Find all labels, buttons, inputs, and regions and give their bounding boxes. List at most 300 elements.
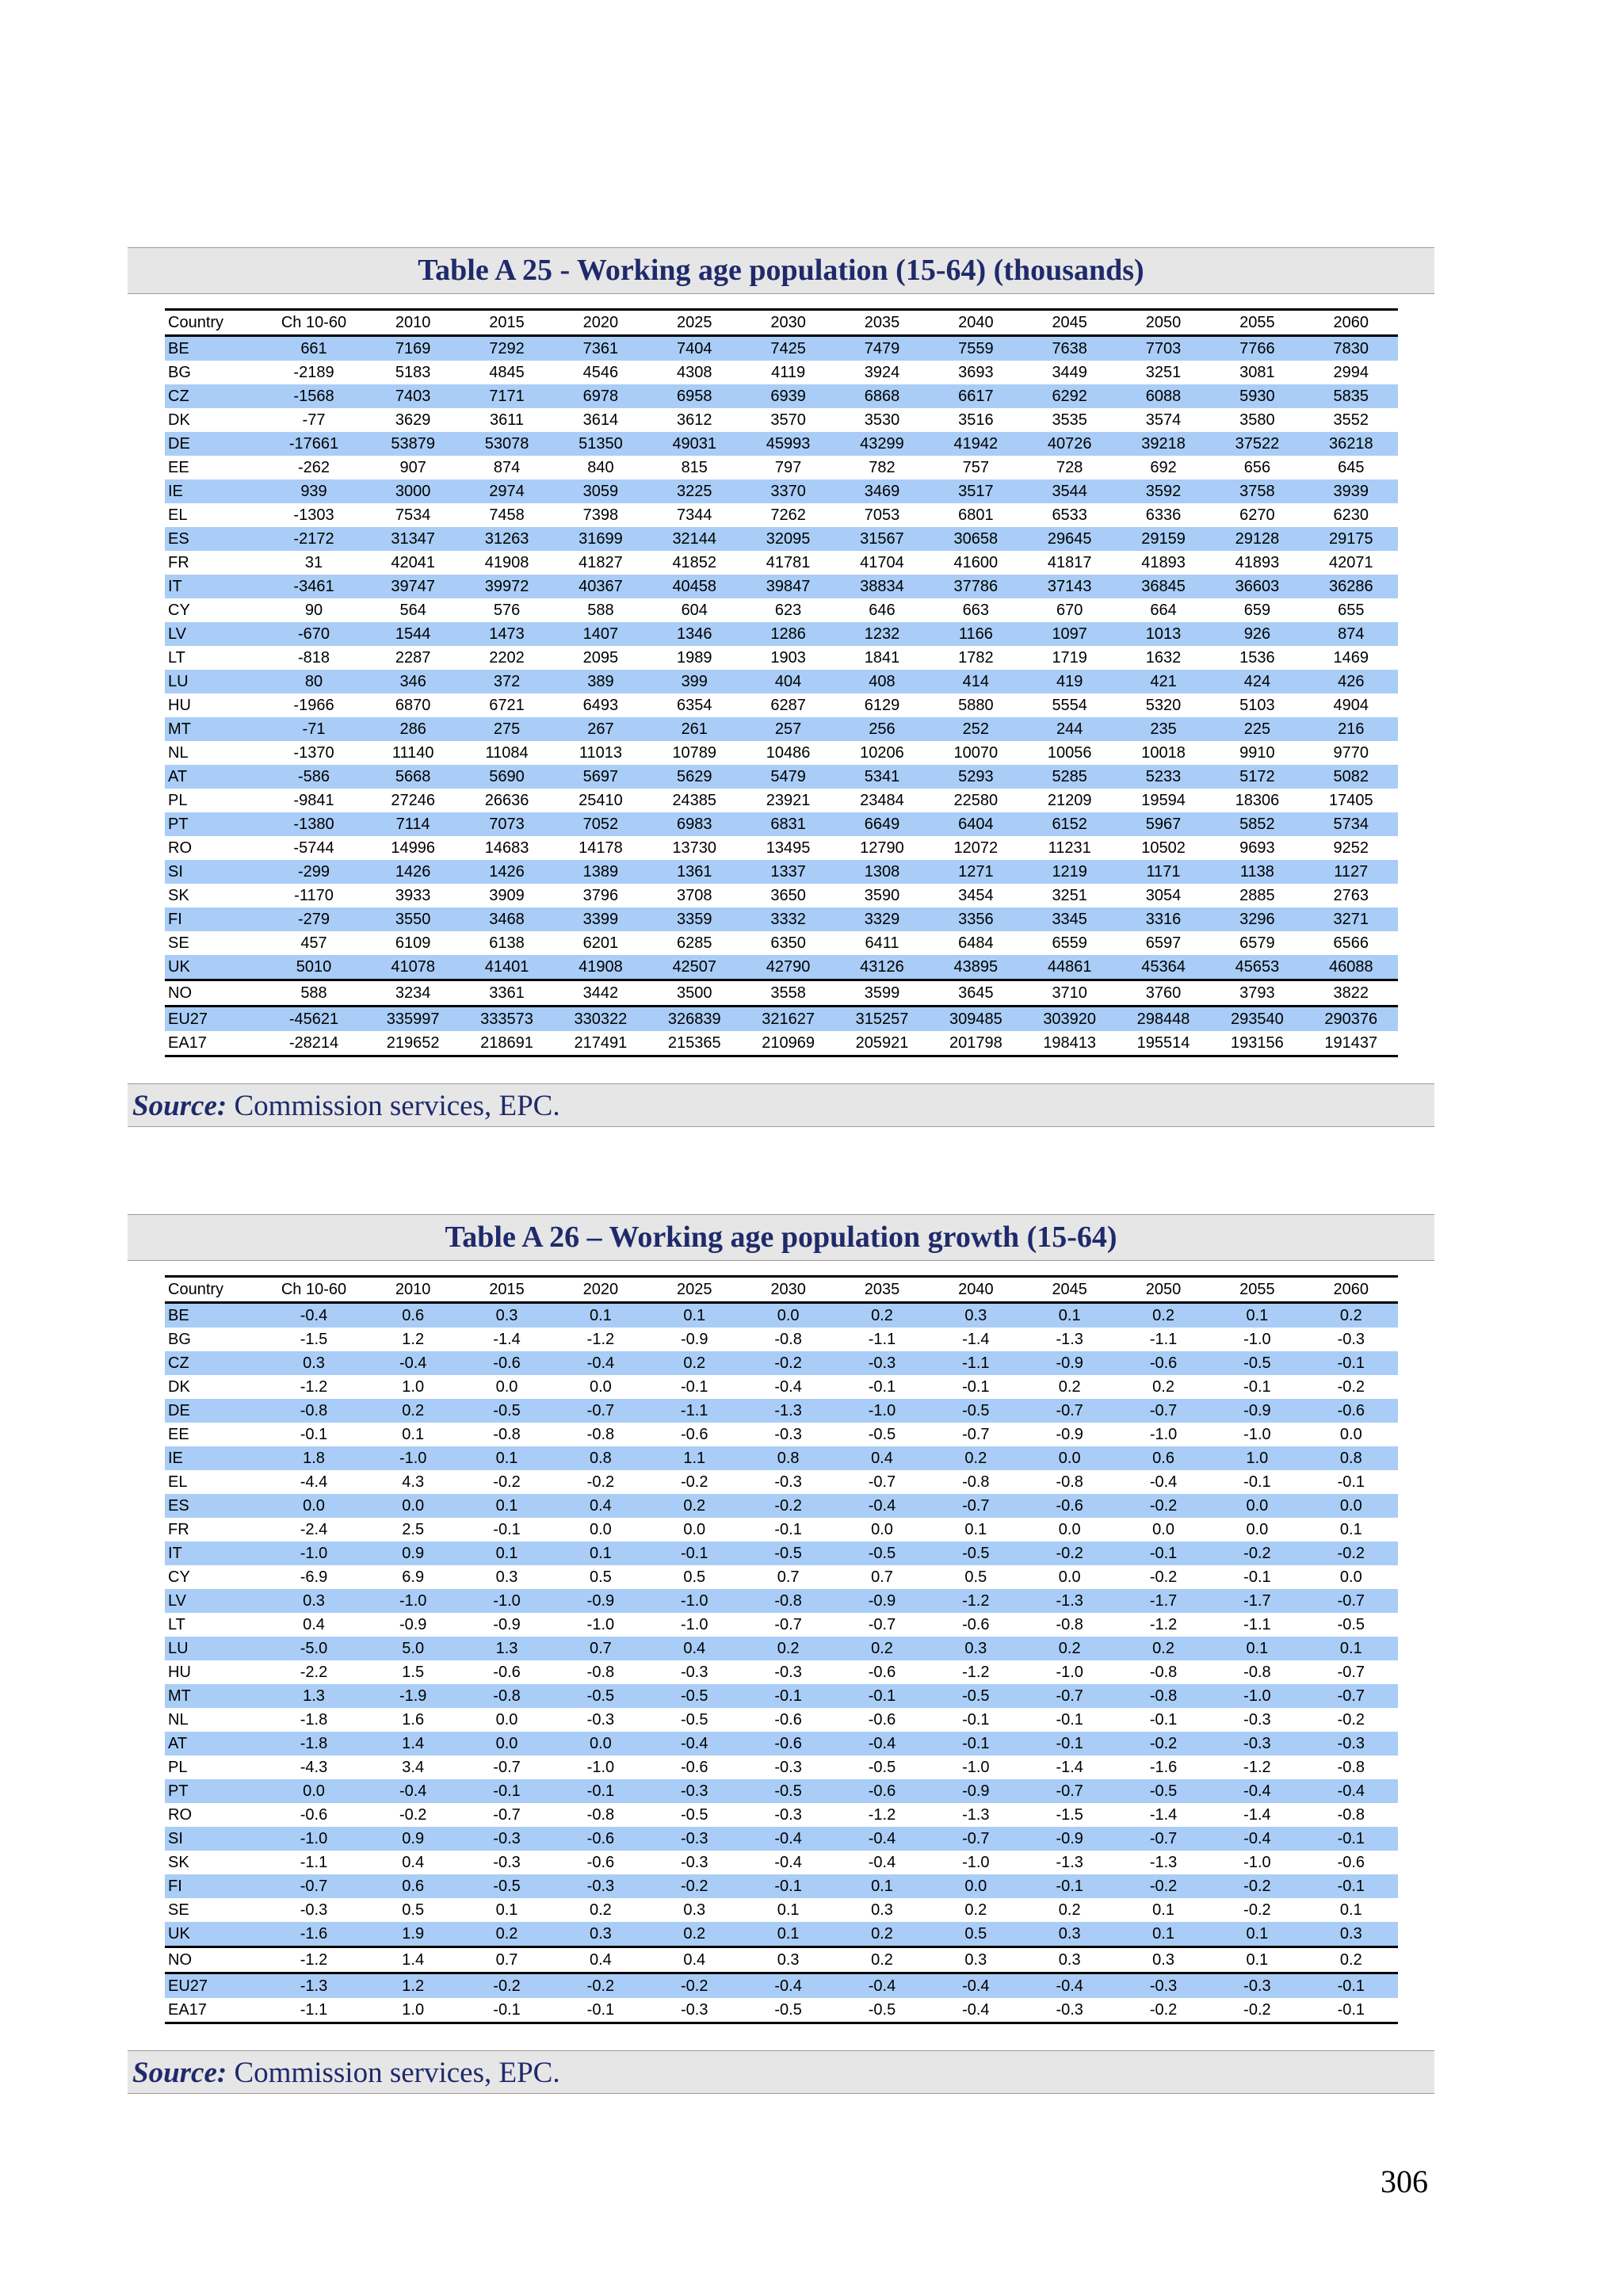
value-cell: 0.1: [402, 1425, 425, 1443]
value-cell: -0.3: [1210, 1973, 1304, 1999]
value-cell: 40458: [647, 575, 741, 598]
value-cell: -0.4: [835, 1973, 929, 1999]
value-cell: 604: [681, 601, 708, 619]
value-cell: 6868: [835, 384, 929, 408]
value-cell: 217491: [554, 1031, 647, 1056]
column-header: 2055: [1210, 310, 1304, 336]
value-cell: 0.2: [835, 1303, 929, 1328]
value-cell: -0.6: [554, 1827, 647, 1851]
value-cell: -1.6: [1149, 1758, 1178, 1776]
value-cell: 6484: [958, 934, 994, 952]
value-cell: 198413: [1023, 1031, 1117, 1056]
value-cell: 3614: [582, 411, 619, 429]
value-cell: -0.2: [399, 1805, 427, 1824]
table-row: [165, 884, 1398, 907]
table-row: [165, 1565, 1398, 1589]
value-cell: 1.6: [402, 1710, 425, 1729]
value-cell: 1097: [1023, 622, 1117, 646]
value-cell: -1.2: [262, 1947, 366, 1973]
value-cell: 3645: [929, 980, 1022, 1007]
column-header: 2050: [1117, 1277, 1210, 1303]
value-cell: 0.1: [1210, 1303, 1304, 1328]
value-cell: 0.2: [835, 1947, 929, 1973]
value-cell: 0.0: [683, 1520, 706, 1538]
value-cell: -0.3: [647, 1827, 741, 1851]
value-cell: -0.8: [1056, 1473, 1083, 1491]
value-cell: -0.1: [1243, 1377, 1271, 1396]
value-cell: -0.5: [681, 1805, 708, 1824]
column-header: 2020: [554, 310, 647, 336]
value-cell: 404: [741, 670, 834, 693]
table-row: [165, 860, 1398, 884]
value-cell: -1.0: [366, 1446, 460, 1470]
value-cell: 46088: [1304, 955, 1398, 980]
value-cell: 0.1: [835, 1874, 929, 1898]
table-header-row: [165, 1277, 1398, 1303]
column-header: 2025: [647, 310, 741, 336]
value-cell: 0.0: [1339, 1568, 1362, 1586]
value-cell: 3793: [1210, 980, 1304, 1007]
value-cell: 43895: [929, 955, 1022, 980]
value-cell: 31699: [554, 527, 647, 551]
value-cell: 6533: [1052, 506, 1087, 524]
value-cell: -0.2: [460, 1973, 553, 1999]
value-cell: 5690: [460, 765, 553, 789]
value-cell: -4.4: [300, 1473, 328, 1491]
value-cell: 37522: [1210, 432, 1304, 456]
value-cell: -0.2: [647, 1973, 741, 1999]
value-cell: 7053: [864, 506, 900, 524]
value-cell: 43299: [835, 432, 929, 456]
column-header: 2015: [460, 310, 553, 336]
value-cell: -0.8: [262, 1399, 366, 1423]
column-header: 2045: [1023, 1277, 1117, 1303]
value-cell: -0.3: [1304, 1732, 1398, 1755]
value-cell: -17661: [262, 432, 366, 456]
value-cell: 0.7: [871, 1568, 893, 1586]
value-cell: 1.4: [366, 1947, 460, 1973]
table-row: [165, 575, 1398, 598]
value-cell: 293540: [1210, 1007, 1304, 1032]
value-cell: 0.8: [554, 1446, 647, 1470]
value-cell: 0.2: [835, 1922, 929, 1947]
value-cell: -0.5: [1117, 1779, 1210, 1803]
value-cell: 0.1: [741, 1922, 834, 1947]
value-cell: 0.0: [589, 1520, 612, 1538]
value-cell: 0.3: [262, 1351, 366, 1375]
value-cell: -5744: [293, 839, 334, 857]
value-cell: -0.5: [741, 1779, 834, 1803]
value-cell: -45621: [262, 1007, 366, 1032]
value-cell: -0.7: [1304, 1589, 1398, 1613]
source-label: Source:: [132, 1090, 227, 1122]
value-cell: -0.6: [774, 1710, 802, 1729]
table-row: [165, 931, 1398, 955]
value-cell: -1.3: [1056, 1330, 1083, 1348]
value-cell: 6559: [1052, 934, 1087, 952]
country-cell: CY: [168, 1568, 190, 1586]
value-cell: 782: [869, 458, 896, 476]
value-cell: -1.7: [1117, 1589, 1210, 1613]
value-cell: 1426: [460, 860, 553, 884]
country-cell: IE: [165, 1446, 262, 1470]
value-cell: -0.8: [1243, 1663, 1271, 1681]
column-header: Ch 10-60: [262, 1277, 366, 1303]
value-cell: -1568: [262, 384, 366, 408]
value-cell: 5668: [366, 765, 460, 789]
value-cell: 1.4: [366, 1732, 460, 1755]
value-cell: 41942: [929, 432, 1022, 456]
value-cell: -0.3: [774, 1473, 802, 1491]
value-cell: 6109: [395, 934, 431, 952]
value-cell: 3580: [1239, 411, 1275, 429]
value-cell: -0.2: [1117, 1732, 1210, 1755]
value-cell: -1.0: [262, 1541, 366, 1565]
value-cell: 24385: [672, 791, 717, 809]
value-cell: 321627: [741, 1007, 834, 1032]
value-cell: -0.6: [493, 1663, 521, 1681]
value-cell: 1.0: [1210, 1446, 1304, 1470]
value-cell: 3059: [554, 479, 647, 503]
value-cell: 3251: [1052, 886, 1087, 904]
value-cell: 1286: [741, 622, 834, 646]
table-row: [165, 1541, 1398, 1565]
value-cell: 22580: [953, 791, 999, 809]
value-cell: -0.1: [460, 1998, 553, 2023]
value-cell: -1.2: [868, 1805, 896, 1824]
value-cell: -1.1: [1243, 1615, 1271, 1633]
value-cell: -0.2: [1117, 1998, 1210, 2023]
value-cell: 424: [1210, 670, 1304, 693]
value-cell: -1.0: [681, 1615, 708, 1633]
table-row: [165, 1998, 1398, 2023]
column-header: 2040: [929, 1277, 1022, 1303]
value-cell: 0.0: [1339, 1425, 1362, 1443]
value-cell: 1389: [554, 860, 647, 884]
value-cell: -0.1: [741, 1874, 834, 1898]
value-cell: 6336: [1145, 506, 1182, 524]
value-cell: -0.7: [774, 1615, 802, 1633]
value-cell: -0.7: [962, 1425, 990, 1443]
value-cell: -0.4: [366, 1351, 460, 1375]
value-cell: 6230: [1333, 506, 1369, 524]
table-row: [165, 622, 1398, 646]
value-cell: -28214: [262, 1031, 366, 1056]
value-cell: 6292: [1023, 384, 1117, 408]
value-cell: 0.3: [460, 1303, 553, 1328]
value-cell: 5082: [1304, 765, 1398, 789]
value-cell: -1.3: [741, 1399, 834, 1423]
value-cell: 3000: [366, 479, 460, 503]
table-row: [165, 1518, 1398, 1541]
value-cell: 215365: [647, 1031, 741, 1056]
value-cell: -0.4: [1210, 1779, 1304, 1803]
table-row: [165, 789, 1398, 812]
value-cell: 7703: [1117, 336, 1210, 361]
value-cell: -0.9: [554, 1589, 647, 1613]
value-cell: -0.4: [835, 1827, 929, 1851]
value-cell: -1.8: [262, 1732, 366, 1755]
value-cell: 6152: [1023, 812, 1117, 836]
value-cell: -0.8: [741, 1589, 834, 1613]
value-cell: 0.0: [1058, 1520, 1081, 1538]
value-cell: 1.3: [262, 1684, 366, 1708]
value-cell: 7534: [395, 506, 431, 524]
value-cell: 815: [681, 458, 708, 476]
value-cell: 3535: [1052, 411, 1087, 429]
country-cell: CY: [168, 601, 190, 619]
value-cell: 1426: [366, 860, 460, 884]
value-cell: -0.1: [1023, 1732, 1117, 1755]
country-cell: CZ: [165, 1351, 262, 1375]
value-cell: -0.1: [1304, 1973, 1398, 1999]
value-cell: 32144: [647, 527, 741, 551]
value-cell: 0.2: [1117, 1637, 1210, 1660]
value-cell: -0.5: [647, 1684, 741, 1708]
value-cell: 874: [1304, 622, 1398, 646]
value-cell: -0.2: [1210, 1541, 1304, 1565]
source-label: Source:: [132, 2057, 227, 2089]
value-cell: 0.4: [554, 1494, 647, 1518]
value-cell: -0.6: [835, 1779, 929, 1803]
value-cell: -0.3: [647, 1998, 741, 2023]
country-cell: EL: [168, 1473, 188, 1491]
value-cell: 36218: [1304, 432, 1398, 456]
value-cell: -0.1: [493, 1520, 521, 1538]
value-cell: 7559: [929, 336, 1022, 361]
value-cell: -0.8: [962, 1473, 990, 1491]
value-cell: 0.1: [1152, 1901, 1174, 1919]
column-header: 2020: [554, 1277, 647, 1303]
value-cell: -0.2: [1337, 1377, 1365, 1396]
value-cell: 0.1: [1304, 1637, 1398, 1660]
table-row: [165, 1031, 1398, 1056]
value-cell: -0.5: [929, 1541, 1022, 1565]
value-cell: 645: [1338, 458, 1365, 476]
source-text: Commission services, EPC.: [227, 2057, 560, 2089]
value-cell: 29159: [1117, 527, 1210, 551]
value-cell: 5697: [554, 765, 647, 789]
value-cell: -1.5: [300, 1330, 328, 1348]
value-cell: 7638: [1023, 336, 1117, 361]
value-cell: -1.4: [1056, 1758, 1083, 1776]
value-cell: 0.0: [1210, 1494, 1304, 1518]
value-cell: -0.7: [1023, 1684, 1117, 1708]
value-cell: 0.5: [683, 1568, 706, 1586]
value-cell: 3516: [958, 411, 994, 429]
value-cell: 1536: [1239, 648, 1275, 667]
value-cell: -0.3: [1023, 1998, 1117, 2023]
value-cell: 219652: [366, 1031, 460, 1056]
value-cell: 939: [262, 479, 366, 503]
value-cell: 2095: [582, 648, 619, 667]
value-cell: 45364: [1117, 955, 1210, 980]
value-cell: -0.1: [554, 1779, 647, 1803]
table-row: [165, 598, 1398, 622]
value-cell: -1.9: [366, 1684, 460, 1708]
table-row: [165, 1708, 1398, 1732]
value-cell: 6138: [489, 934, 525, 952]
value-cell: -0.1: [647, 1541, 741, 1565]
value-cell: -0.8: [1117, 1684, 1210, 1708]
value-cell: 0.0: [1304, 1494, 1398, 1518]
value-cell: -0.1: [681, 1377, 708, 1396]
value-cell: 5479: [741, 765, 834, 789]
value-cell: -5.0: [262, 1637, 366, 1660]
country-cell: DE: [165, 432, 262, 456]
value-cell: 39747: [366, 575, 460, 598]
value-cell: 7404: [647, 336, 741, 361]
value-cell: -0.1: [929, 1732, 1022, 1755]
value-cell: 218691: [460, 1031, 553, 1056]
value-cell: -2172: [262, 527, 366, 551]
table-row: [165, 1973, 1398, 1999]
value-cell: 0.1: [777, 1901, 800, 1919]
value-cell: -3461: [262, 575, 366, 598]
value-cell: 907: [399, 458, 426, 476]
value-cell: 692: [1150, 458, 1177, 476]
value-cell: 256: [835, 717, 929, 741]
value-cell: -0.2: [1117, 1494, 1210, 1518]
country-cell: EA17: [165, 1031, 262, 1056]
value-cell: 6088: [1117, 384, 1210, 408]
value-cell: -1.0: [962, 1758, 990, 1776]
column-header: Country: [165, 310, 262, 336]
value-cell: -0.2: [1149, 1568, 1178, 1586]
value-cell: 330322: [554, 1007, 647, 1032]
value-cell: 7479: [835, 336, 929, 361]
value-cell: 3500: [647, 980, 741, 1007]
table-row: [165, 955, 1398, 980]
column-header: 2050: [1117, 310, 1210, 336]
column-header: 2035: [835, 1277, 929, 1303]
value-cell: 3758: [1210, 479, 1304, 503]
value-cell: 0.7: [460, 1947, 553, 1973]
value-cell: 0.1: [460, 1494, 553, 1518]
value-cell: 0.3: [929, 1303, 1022, 1328]
value-cell: -0.7: [929, 1827, 1022, 1851]
country-cell: UK: [165, 955, 262, 980]
value-cell: 6939: [741, 384, 834, 408]
value-cell: 51350: [554, 432, 647, 456]
table-row: [165, 1684, 1398, 1708]
value-cell: -1.0: [1243, 1330, 1271, 1348]
value-cell: -0.7: [1023, 1779, 1117, 1803]
table-row: [165, 717, 1398, 741]
value-cell: 17405: [1328, 791, 1373, 809]
value-cell: -1.3: [1149, 1853, 1178, 1871]
value-cell: 0.0: [495, 1710, 518, 1729]
value-cell: 326839: [647, 1007, 741, 1032]
value-cell: -0.7: [1304, 1684, 1398, 1708]
value-cell: 3359: [647, 907, 741, 931]
value-cell: 41893: [1141, 553, 1186, 571]
value-cell: 303920: [1023, 1007, 1117, 1032]
value-cell: -1.0: [835, 1399, 929, 1423]
value-cell: -2.2: [300, 1663, 328, 1681]
value-cell: 6354: [677, 696, 712, 714]
table-a26-source: [128, 2050, 1434, 2094]
country-cell: FI: [165, 1874, 262, 1898]
value-cell: -0.3: [647, 1779, 741, 1803]
value-cell: 2287: [395, 648, 431, 667]
value-cell: -0.9: [493, 1615, 521, 1633]
value-cell: 53078: [460, 432, 553, 456]
table-row: [165, 1755, 1398, 1779]
value-cell: 728: [1056, 458, 1083, 476]
value-cell: 0.4: [647, 1947, 741, 1973]
country-cell: RO: [168, 1805, 192, 1824]
value-cell: 10502: [1141, 839, 1186, 857]
value-cell: 0.2: [366, 1399, 460, 1423]
value-cell: 3693: [958, 363, 994, 381]
value-cell: 0.2: [1058, 1901, 1081, 1919]
value-cell: 3225: [647, 479, 741, 503]
value-cell: -1.0: [1149, 1425, 1178, 1443]
value-cell: 0.0: [929, 1874, 1022, 1898]
value-cell: 0.1: [647, 1303, 741, 1328]
value-cell: 3544: [1023, 479, 1117, 503]
value-cell: -1.0: [962, 1853, 990, 1871]
country-cell: AT: [165, 1732, 262, 1755]
value-cell: -0.2: [681, 1473, 708, 1491]
value-cell: 0.4: [402, 1853, 425, 1871]
value-cell: -670: [262, 622, 366, 646]
value-cell: -299: [262, 860, 366, 884]
value-cell: -0.7: [554, 1399, 647, 1423]
value-cell: -1.1: [1149, 1330, 1178, 1348]
value-cell: -0.2: [1117, 1874, 1210, 1898]
value-cell: -1.2: [1149, 1615, 1178, 1633]
value-cell: 335997: [366, 1007, 460, 1032]
country-cell: IT: [165, 1541, 262, 1565]
value-cell: -0.1: [868, 1377, 896, 1396]
value-cell: -0.7: [868, 1473, 896, 1491]
value-cell: -0.7: [493, 1805, 521, 1824]
value-cell: 18306: [1235, 791, 1280, 809]
value-cell: -0.2: [1210, 1998, 1304, 2023]
value-cell: 0.4: [835, 1446, 929, 1470]
value-cell: 11140: [391, 743, 434, 762]
country-cell: MT: [165, 717, 262, 741]
value-cell: -0.6: [962, 1615, 990, 1633]
value-cell: 3081: [1239, 363, 1275, 381]
value-cell: -0.5: [681, 1710, 708, 1729]
value-cell: 14683: [484, 839, 529, 857]
value-cell: 42041: [391, 553, 435, 571]
value-cell: -0.5: [835, 1541, 929, 1565]
value-cell: 5.0: [366, 1637, 460, 1660]
value-cell: -0.4: [366, 1779, 460, 1803]
value-cell: 5233: [1117, 765, 1210, 789]
value-cell: 1544: [366, 622, 460, 646]
value-cell: 7425: [741, 336, 834, 361]
value-cell: 4308: [677, 363, 712, 381]
value-cell: -0.7: [929, 1494, 1022, 1518]
value-cell: -0.2: [1023, 1541, 1117, 1565]
value-cell: 10070: [953, 743, 999, 762]
value-cell: 7361: [554, 336, 647, 361]
value-cell: 7073: [460, 812, 553, 836]
column-header: Country: [165, 1277, 262, 1303]
value-cell: -1.0: [262, 1827, 366, 1851]
value-cell: 0.7: [777, 1568, 800, 1586]
value-cell: 9693: [1239, 839, 1275, 857]
value-cell: -2.4: [300, 1520, 328, 1538]
value-cell: 3296: [1210, 907, 1304, 931]
value-cell: 2.5: [402, 1520, 425, 1538]
value-cell: 31: [304, 553, 323, 571]
